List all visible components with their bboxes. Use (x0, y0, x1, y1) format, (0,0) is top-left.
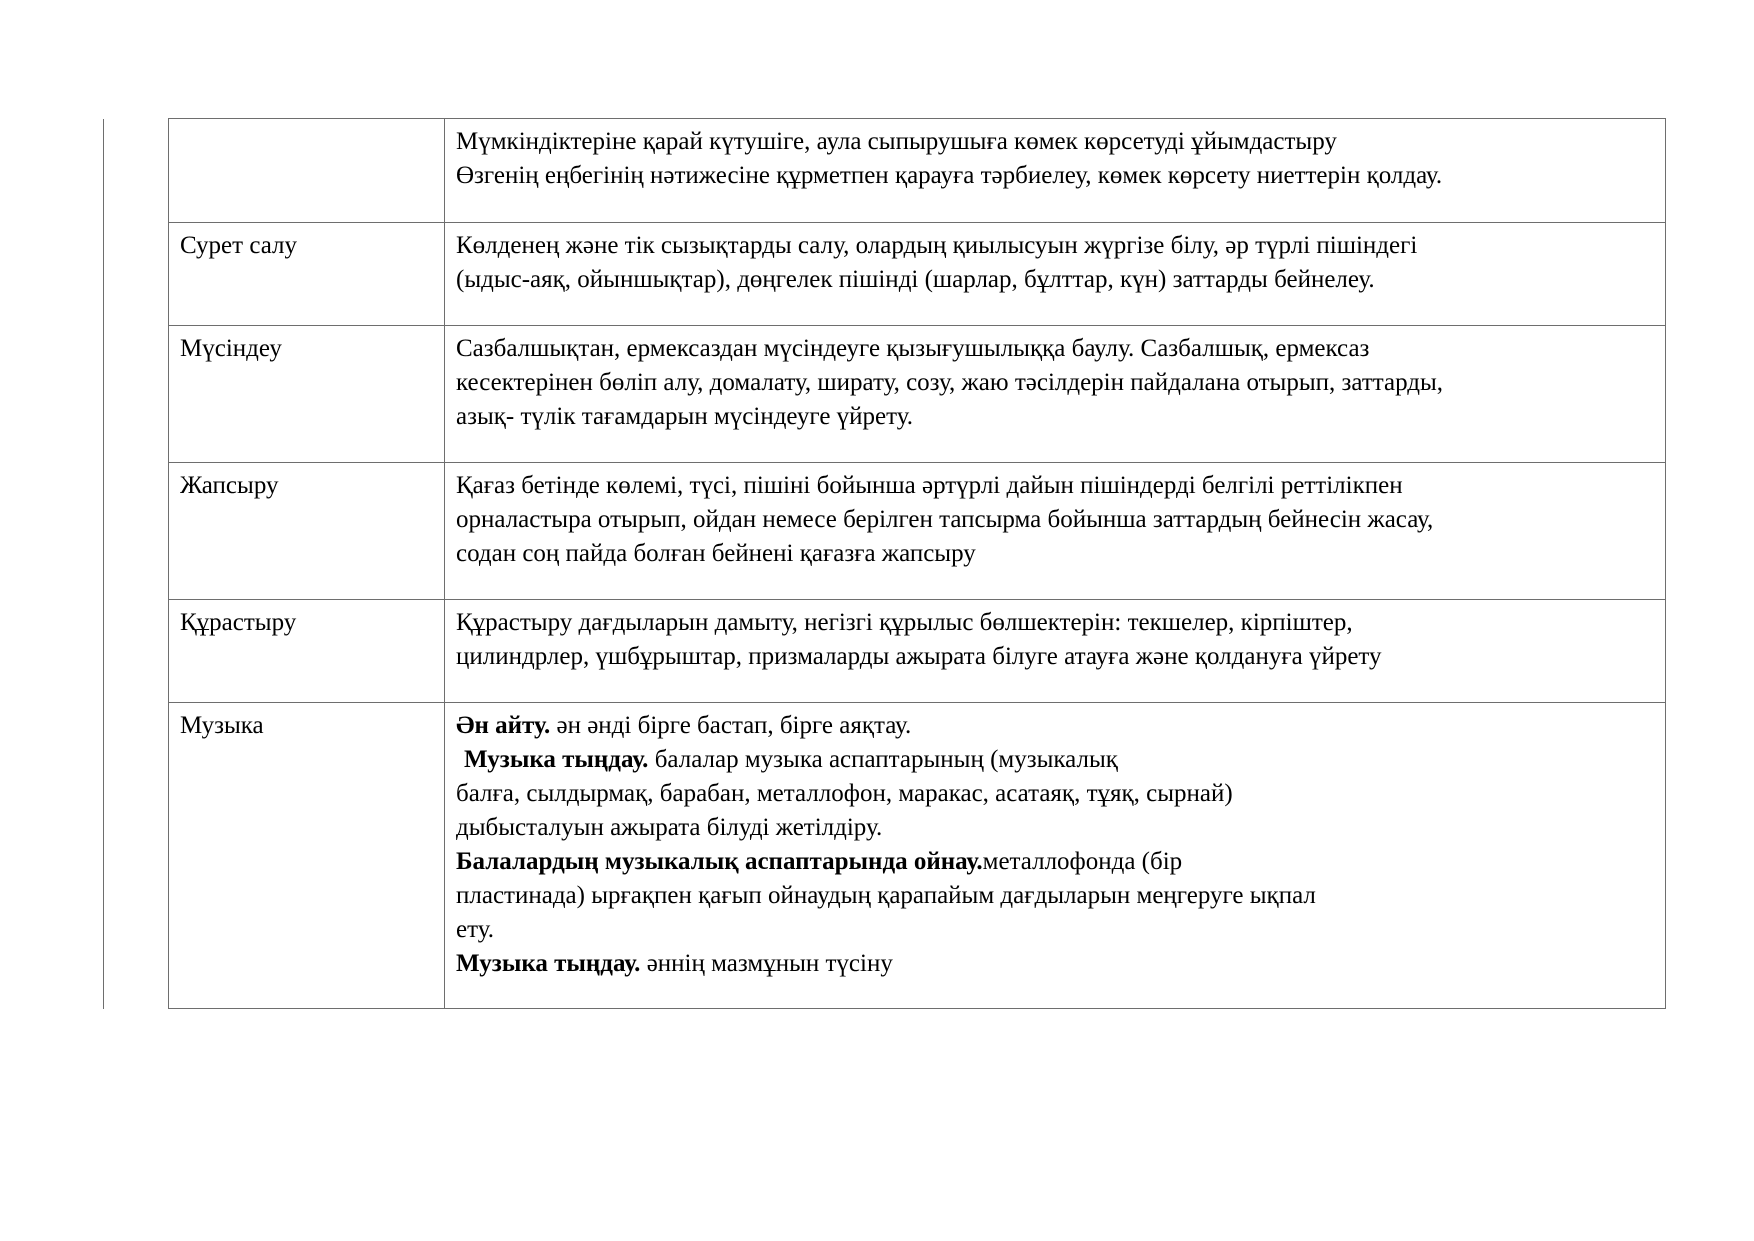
subject-cell (169, 703, 445, 1009)
table-row (104, 463, 1666, 600)
subject-cell (169, 463, 445, 600)
description-cell (445, 703, 1666, 1009)
description-line (456, 777, 1655, 811)
description-text: Құрастыру дағдыларын дамыту, негізгі құрылыс бөлшектерін: текшелер, кірпіштер, (456, 609, 1353, 636)
description-text: Қағаз бетінде көлемі, түсі, пішіні бойынша әртүрлі дайын пішіндерді белгілі реттілікпен (456, 472, 1403, 499)
description-line (456, 263, 1655, 297)
table-row (104, 703, 1666, 1009)
description-line (456, 469, 1655, 503)
description-line (456, 709, 1655, 743)
description-text: ету. (456, 916, 494, 943)
description-cell (445, 600, 1666, 703)
subject-cell (169, 223, 445, 326)
bold-heading-text: Музыка тыңдау. (464, 746, 649, 773)
description-line (456, 332, 1655, 366)
description-line (456, 845, 1655, 879)
description-text: содан соң пайда болған бейнені қағазға жапсыру (456, 540, 976, 567)
description-text: Көлденең және тік сызықтарды салу, олардың қиылысуын жүргізе білу, әр түрлі пішіндегі (456, 232, 1418, 259)
description-text: ән әнді бірге бастап, бірге аяқтау. (550, 712, 912, 739)
description-text: Мүмкіндіктеріне қарай күтушіге, аула сыпырушыға көмек көрсетуді ұйымдастыру (456, 128, 1337, 155)
table-body (104, 119, 1666, 1009)
curriculum-table (103, 118, 1666, 1009)
description-line (456, 743, 1655, 777)
description-text: пластинада) ырғақпен қағып ойнаудың қарапайым дағдыларын меңгеруге ықпал (456, 882, 1316, 909)
description-line (456, 640, 1655, 674)
description-text: кесектерінен бөліп алу, домалату, ширату, созу, жаю тәсілдерін пайдалана отырып, заттарды, (456, 369, 1444, 396)
description-line (456, 913, 1655, 947)
description-text: Сазбалшықтан, ермексаздан мүсіндеуге қызығушылыққа баулу. Сазбалшық, ермексаз (456, 335, 1370, 362)
description-text: металлофонда (бір (982, 848, 1183, 875)
bold-heading-text: Балалардың музыкалық аспаптарында ойнау. (456, 848, 983, 875)
bold-heading-text: Музыка тыңдау. (456, 950, 641, 977)
description-cell (445, 326, 1666, 463)
description-line (456, 947, 1655, 981)
description-text: азық- түлік тағамдарын мүсіндеуге үйрету. (456, 403, 913, 430)
subject-cell (169, 600, 445, 703)
description-line (456, 400, 1655, 434)
subject-label: Музыка (180, 712, 264, 739)
empty-margin-cell (104, 119, 169, 1009)
subject-label: Жапсыру (180, 472, 279, 499)
description-line (456, 811, 1655, 845)
description-line (456, 229, 1655, 263)
table-row (104, 600, 1666, 703)
subject-label: Сурет салу (180, 232, 298, 259)
description-text: орналастыра отырып, ойдан немесе берілген тапсырма бойынша заттардың бейнесін жасау, (456, 506, 1434, 533)
description-text: Өзгенің еңбегінің нәтижесіне құрметпен қарауға тәрбиелеу, көмек көрсету ниеттерін қолдау. (456, 162, 1443, 189)
description-line (456, 879, 1655, 913)
table-row (104, 119, 1666, 223)
subject-cell (169, 119, 445, 223)
description-line (456, 366, 1655, 400)
bold-heading-text: Ән айту. (456, 712, 551, 739)
subject-label: Құрастыру (180, 609, 297, 636)
description-text: цилиндрлер, үшбұрыштар, призмаларды ажырата білуге атауға және қолдануға үйрету (456, 643, 1382, 670)
table-row (104, 223, 1666, 326)
subject-label: Мүсіндеу (180, 335, 282, 362)
description-cell (445, 223, 1666, 326)
description-line (456, 159, 1655, 193)
description-text: (ыдыс-аяқ, ойыншықтар), дөңгелек пішінді (шарлар, бұлттар, күн) заттарды бейнелеу. (456, 266, 1375, 293)
description-line (456, 537, 1655, 571)
table-row (104, 326, 1666, 463)
subject-cell (169, 326, 445, 463)
description-cell (445, 463, 1666, 600)
description-line (456, 503, 1655, 537)
description-text: балалар музыка аспаптарының (музыкалық (648, 746, 1118, 773)
description-text: дыбысталуын ажырата білуді жетілдіру. (456, 814, 883, 841)
description-text: балға, сылдырмақ, барабан, металлофон, маракас, асатаяқ, тұяқ, сырнай) (456, 780, 1233, 807)
description-line (456, 125, 1655, 159)
description-line (456, 606, 1655, 640)
description-text: әннің мазмұнын түсіну (640, 950, 893, 977)
description-cell (445, 119, 1666, 223)
